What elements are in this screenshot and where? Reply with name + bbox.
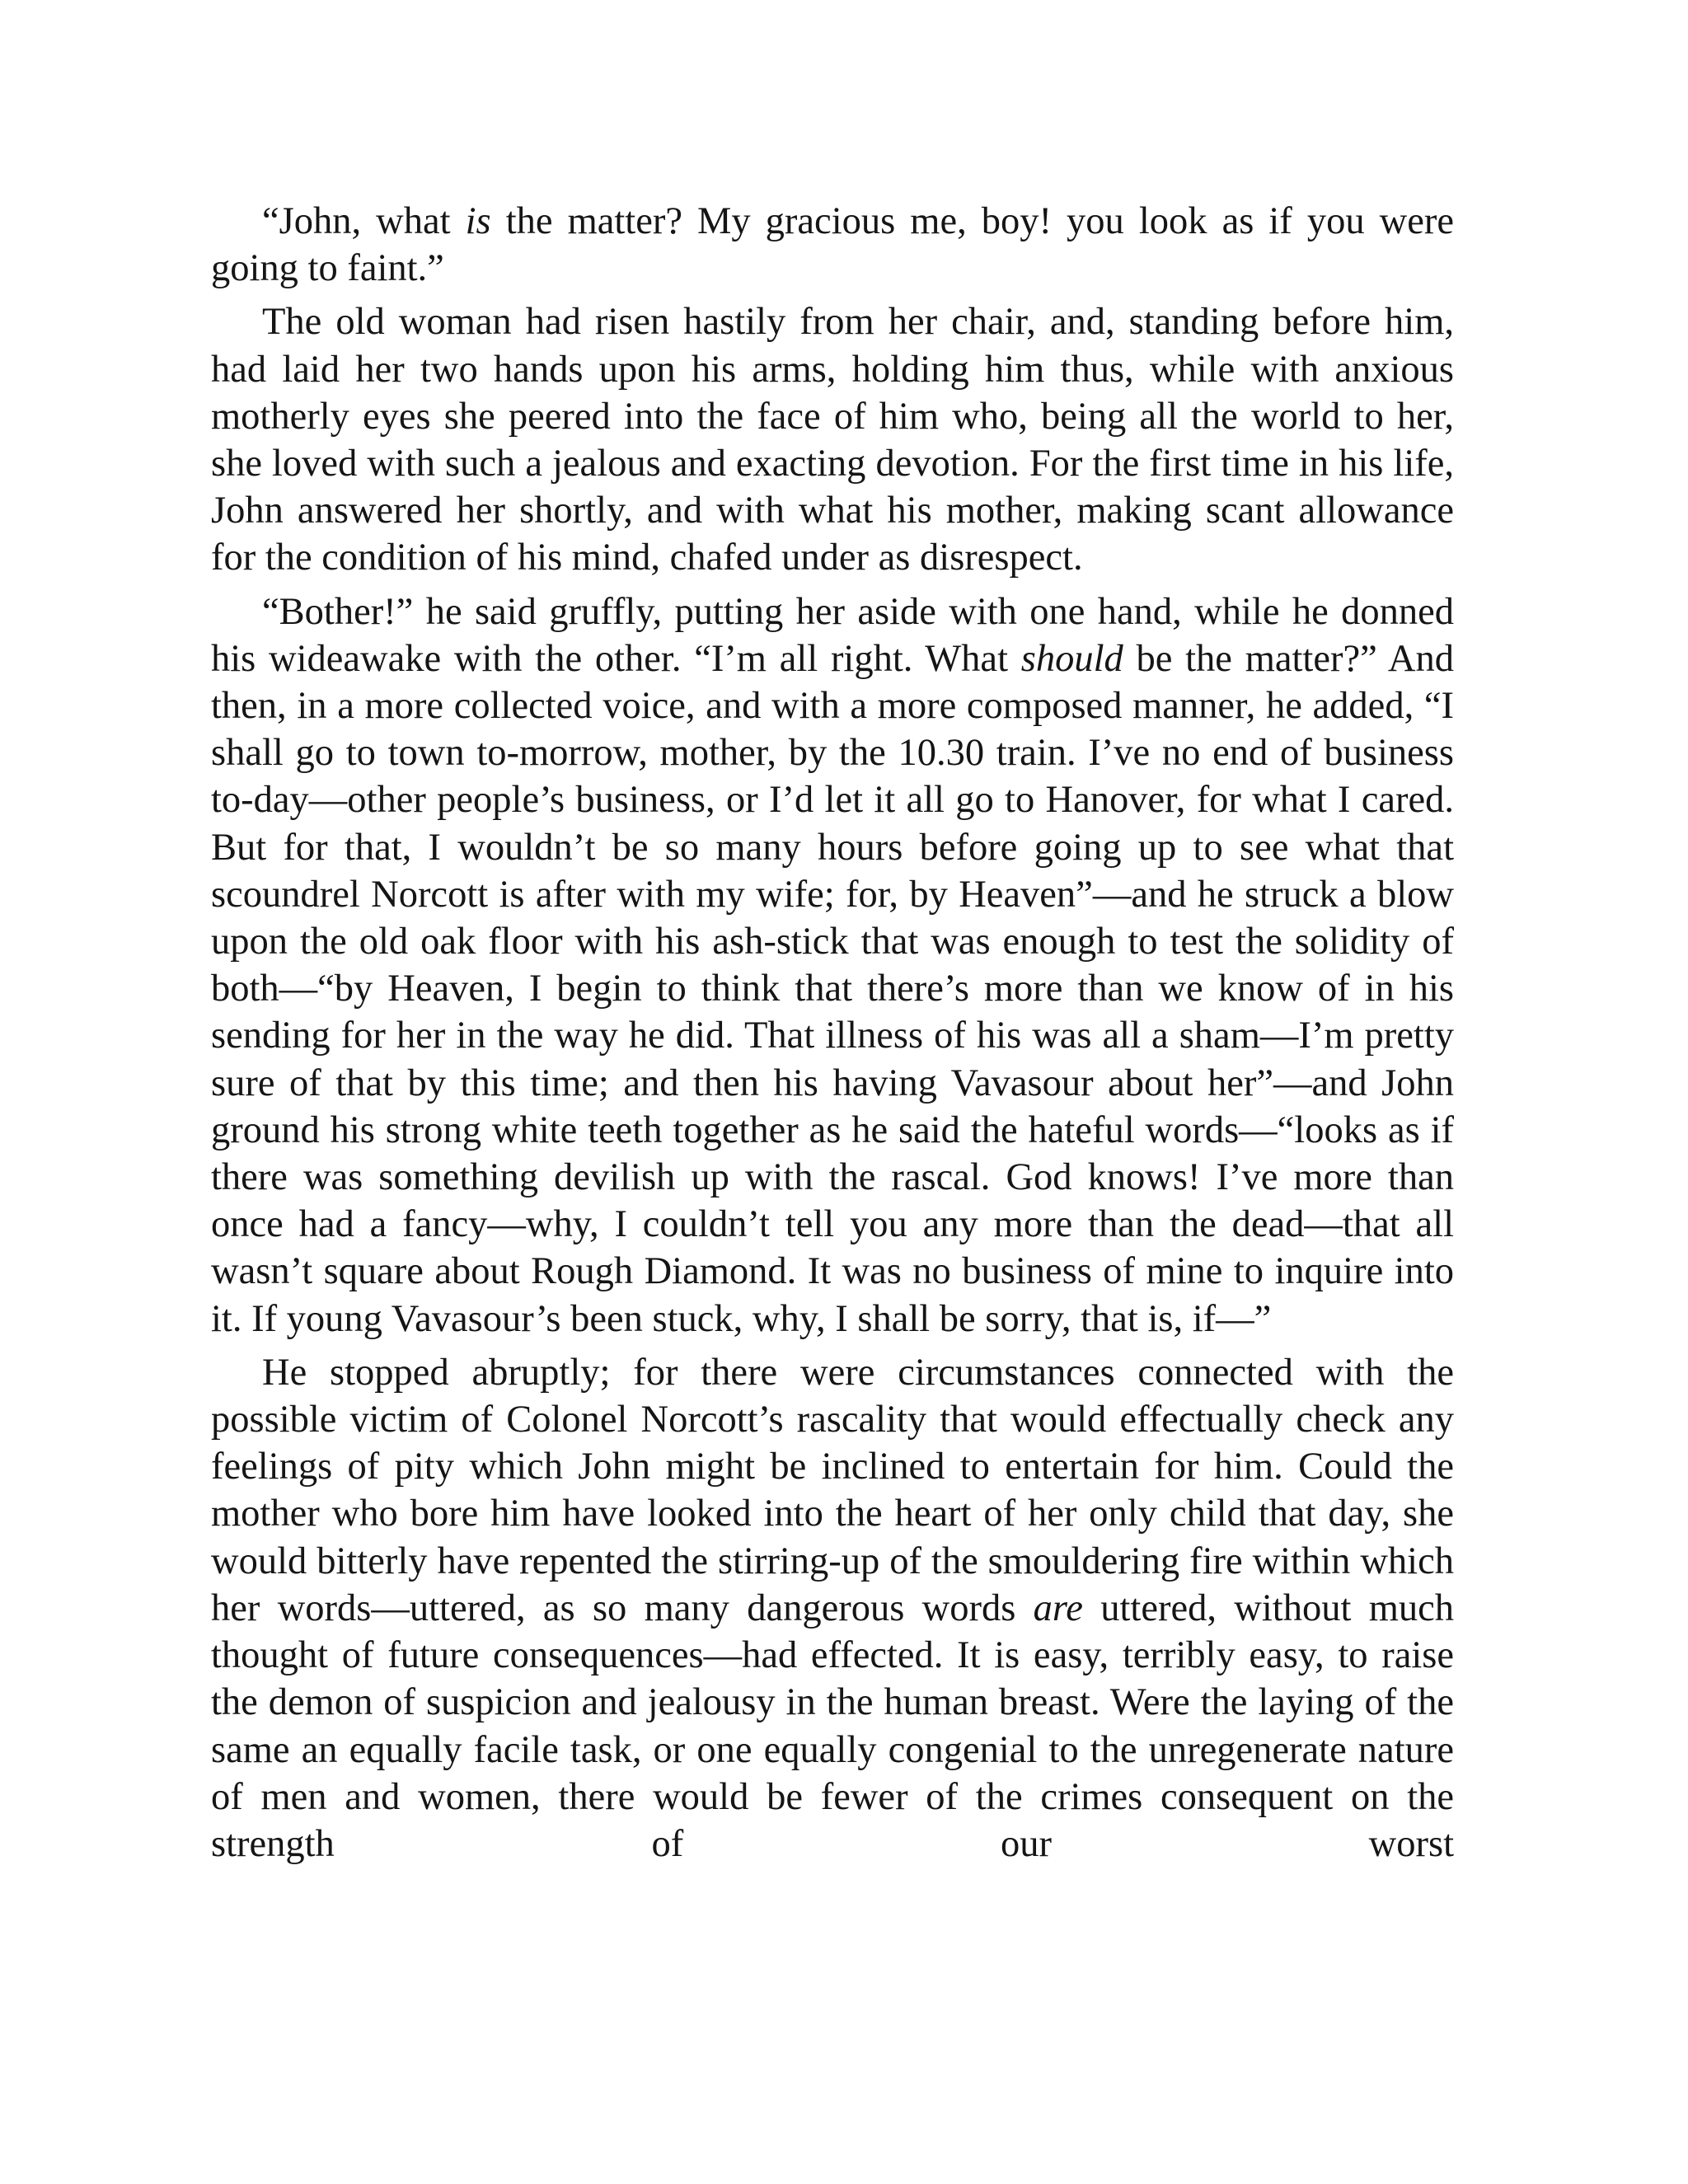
text-run: be the matter?” And then, in a more collected voice, and with a more composed manner, he added, “I shall go to town to-morrow, mother, by the 10.30 train. I’ve no end of business to-day—other people’s business, or I’d let it all go to Hanover, for what I cared. But for that, I wouldn’t be so many hours before going up to see what that scoundrel Norcott is after with my wife; for, by Heaven”—and he struck a blow upon the old oak floor with his ash-stick that was enough to test the solidity of both—“by Heaven, I begin to think that there’s more than we know of in his sending for her in the way he did. That illness of his was all a sham—I’m pretty sure of that by this time; and then his having Vavasour about her”—and John ground his strong white teeth together as he said the hateful words—“looks as if there was something devilish up with the rascal. God knows! I’ve more than once had a fancy—why, I couldn’t tell you any more than the dead—that all wasn’t square about Rough Diamond. It was no business of mine to inquire into it. If young Vavasour’s been stuck, why, I shall be sorry, that is, if—” — [211, 637, 1455, 1340]
italic-text-run: are — [1033, 1586, 1083, 1629]
text-run: “Bother!” he said gruffly, putting her aside with one hand, while he donned his wideawake with the other. “I’m all right. What — [211, 590, 1454, 680]
page-body-text — [211, 198, 1454, 1874]
italic-text-run: should — [1020, 637, 1123, 680]
italic-text-run: is — [465, 200, 491, 242]
text-run: He stopped abruptly; for there were circumstances connected with the possible victim of Colonel Norcott’s rascality that would effectually check any feelings of pity which John might be inclined to entertain for him. Could the mother who bore him have looked into the heart of her only child that day, she would bitterly have repented the stirring-up of the smouldering fire within which her words—uttered, as so many dangerous words — [211, 1351, 1454, 1629]
text-run: “John, what — [262, 200, 466, 242]
text-run: the matter? My gracious me, boy! you look as if you were going to faint.” — [211, 200, 1454, 290]
paragraph — [211, 1349, 1454, 1868]
paragraph — [211, 298, 1454, 581]
paragraph — [211, 588, 1454, 1343]
text-run: uttered, without much thought of future consequences—had effected. It is easy, terribly easy, to raise the demon of suspicion and jealousy in the human breast. Were the laying of the same an equally facile task, or one equally congenial to the unregenerate nature of men and women, there would be fewer of the crimes consequent on the strength of our worst — [211, 1586, 1455, 1865]
text-run: The old woman had risen hastily from her chair, and, standing before him, had laid her two hands upon his arms, holding him thus, while with anxious motherly eyes she peered into the face of him who, being all the world to her, she loved with such a jealous and exacting devotion. For the first time in his life, John answered her shortly, and with what his mother, making scant allowance for the condition of his mind, chafed under as disrespect. — [211, 301, 1454, 579]
paragraph — [211, 198, 1454, 292]
